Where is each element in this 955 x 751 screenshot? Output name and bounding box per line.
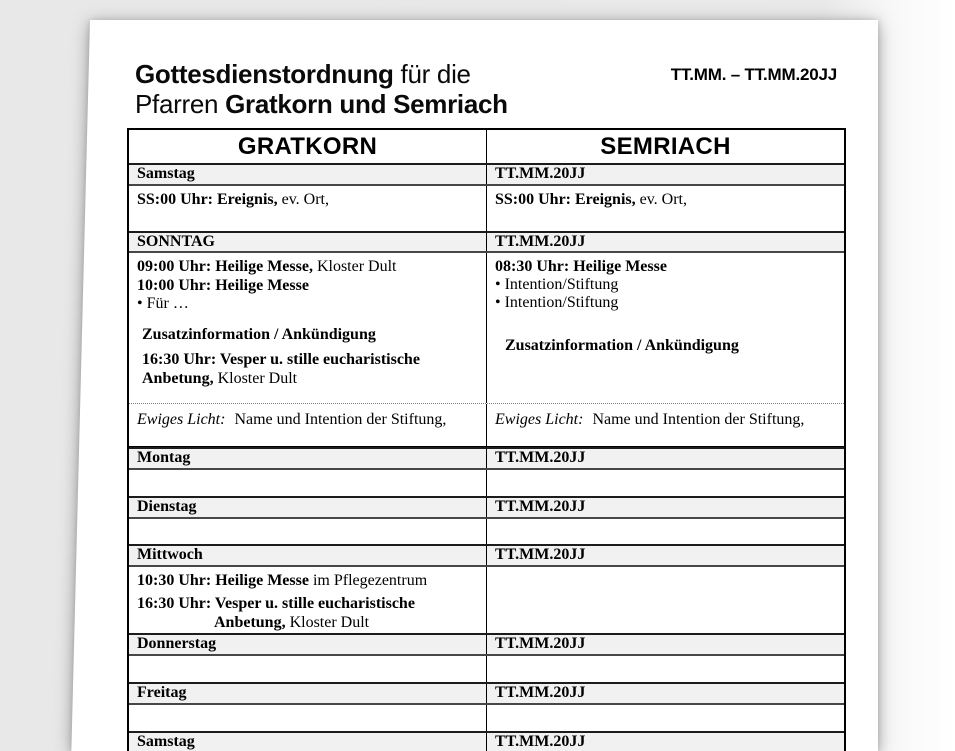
ewiges-licht-label: Ewiges Licht: [137,411,226,428]
empty-cell [129,470,486,496]
mass-time: 10:30 Uhr: Heilige Messe [137,572,309,589]
day-date: TT.MM.20JJ [486,684,844,703]
mass-place: im Pflegezentrum [308,572,428,589]
day-label: Montag [137,449,191,466]
column-header-gratkorn: GRATKORN [237,133,378,160]
content-row-samstag-1 [129,186,844,231]
day-label: Dienstag [137,498,197,515]
cell-gratkorn-sonntag [129,253,486,403]
cell-gratkorn-event [129,186,486,231]
day-row-samstag-1 [129,163,844,186]
additional-info-label: Zusatzinformation / Ankündigung [505,337,739,354]
empty-cell [486,705,844,731]
day-date: TT.MM.20JJ [486,498,844,517]
schedule-table [127,128,846,751]
vesper-line1: 16:30 Uhr: Vesper u. stille eucharistische [137,595,415,612]
event-time: SS:00 Uhr: Ereignis, [495,191,636,208]
empty-cell [129,705,486,731]
mass-time: 09:00 Uhr: Heilige Messe, [137,258,313,275]
column-header-semriach: SEMRIACH [486,130,844,163]
content-row-sonntag [129,253,844,404]
vesper-line2 [137,613,478,632]
day-row-sonntag [129,231,844,253]
day-label: SONNTAG [137,233,215,250]
day-row-dienstag [129,496,844,519]
cell-semriach-ewiges [486,404,844,446]
vesper-word: Anbetung, [214,614,286,631]
day-date: TT.MM.20JJ [486,449,844,468]
day-label: Mittwoch [137,546,203,563]
title-main: Gottesdienstordnung [135,59,394,89]
event-place: ev. Ort, [277,191,329,208]
page-title [135,59,508,119]
title-parishes: Gratkorn und Semriach [225,89,508,119]
day-row-samstag-2 [129,731,844,751]
cell-semriach-event [486,186,844,231]
content-row-mittwoch [129,567,844,633]
day-label: Donnerstag [137,635,217,652]
ewiges-licht-row [129,404,844,447]
vesper-line1: 16:30 Uhr: Vesper u. stille eucharistische [142,351,420,368]
title-rest: für die [393,59,471,89]
day-date: TT.MM.20JJ [486,165,844,184]
day-date: TT.MM.20JJ [486,546,844,565]
day-date: TT.MM.20JJ [486,733,844,751]
empty-row-donnerstag [129,656,844,682]
mass-line-1 [137,257,478,276]
document-header [135,59,837,119]
date-range: TT.MM. – TT.MM.20JJ [670,65,837,84]
cell-semriach-sonntag [486,253,844,403]
empty-row-montag [129,470,844,496]
empty-cell [486,519,844,544]
day-date: TT.MM.20JJ [486,233,844,251]
intention-bullet: • Für … [137,295,189,312]
day-label: Freitag [137,684,187,701]
empty-cell [486,470,844,496]
empty-cell [129,656,486,682]
ewiges-licht-label: Ewiges Licht: [495,411,584,428]
day-row-freitag [129,682,844,705]
day-row-mittwoch [129,544,844,567]
mass-line-1: 08:30 Uhr: Heilige Messe [495,258,667,275]
day-date: TT.MM.20JJ [486,635,844,654]
vesper-entry [137,351,478,388]
ewiges-licht-text: Name und Intention der Stiftung, [588,411,805,428]
empty-cell [129,519,486,544]
intention-bullet-1: • Intention/Stiftung [495,276,619,293]
table-header-row [129,130,844,163]
title-line2-prefix: Pfarren [135,89,226,119]
day-row-montag [129,447,844,470]
empty-row-freitag [129,705,844,731]
vesper-place: Kloster Dult [213,369,298,387]
event-place: ev. Ort, [635,191,687,208]
empty-cell [486,656,844,682]
additional-info-label: Zusatzinformation / Ankündigung [142,326,376,343]
vesper-line2: Anbetung, [142,369,214,387]
day-label: Samstag [137,165,195,182]
vesper-place: Kloster Dult [285,614,370,631]
intention-bullet-2: • Intention/Stiftung [495,294,619,311]
empty-row-dienstag [129,519,844,544]
mass-place: Kloster Dult [312,258,397,275]
ewiges-licht-text: Name und Intention der Stiftung, [230,411,447,428]
mass-line [137,571,478,590]
mass-line-2: 10:00 Uhr: Heilige Messe [137,277,309,294]
cell-gratkorn-mittwoch [129,567,486,633]
day-row-donnerstag [129,633,844,656]
cell-gratkorn-ewiges [129,404,486,446]
cell-semriach-mittwoch [486,567,844,633]
day-label: Samstag [137,733,195,750]
event-time: SS:00 Uhr: Ereignis, [137,191,278,208]
